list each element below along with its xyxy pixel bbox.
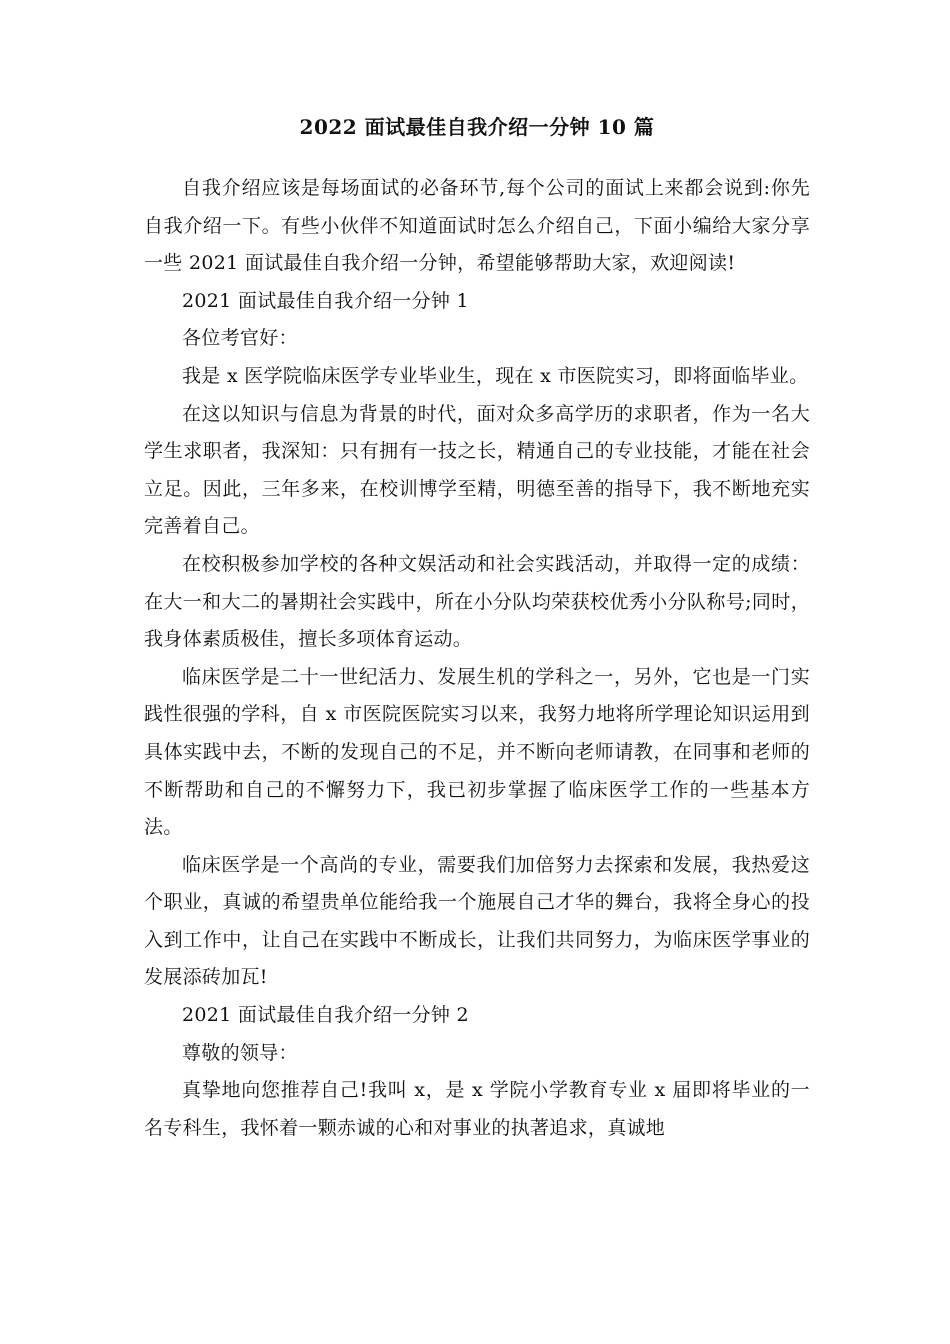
paragraph: 我是 x 医学院临床医学专业毕业生，现在 x 市医院实习，即将面临毕业。: [182, 364, 809, 387]
paragraph: 真挚地向您推荐自己!我叫 x，是 x 学院小学教育专业 x 届即将毕业的一名专科生，我怀着一颗赤诚的心和对事业的执著追求，真诚地: [144, 1079, 810, 1139]
paragraph: 临床医学是二十一世纪活力、发展生机的学科之一，另外，它也是一门实践性很强的学科，自 x 市医院医院实习以来，我努力地将所学理论知识运用到具体实践中去，不断的发现自己的不足，并不断向老师请教，在同事和老师的不断帮助和自己的不懈努力下，我已初步掌握了临床医学工作的一些基本方法。: [144, 665, 810, 839]
paragraph-intro: 自我介绍应该是每场面试的必备环节,每个公司的面试上来都会说到:你先自我介绍一下。有些小伙伴不知道面试时怎么介绍自己，下面小编给大家分享一些 2021 面试最佳自我介绍一分钟，希望能够帮助大家，欢迎阅读!: [144, 177, 810, 275]
greeting-2: 尊敬的领导：: [182, 1041, 298, 1064]
section-heading-2: 2021 面试最佳自我介绍一分钟 2: [182, 1004, 469, 1027]
document-title: 2022 面试最佳自我介绍一分钟 10 篇: [299, 115, 655, 139]
paragraph: 临床医学是一个高尚的专业，需要我们加倍努力去探索和发展，我热爱这个职业，真诚的希望贵单位能给我一个施展自己才华的舞台，我将全身心的投入到工作中，让自己在实践中不断成长，让我们共同努力，为临床医学事业的发展添砖加瓦!: [144, 853, 810, 989]
paragraph: 在校积极参加学校的各种文娱活动和社会实践活动，并取得一定的成绩：在大一和大二的暑期社会实践中，所在小分队均荣获校优秀小分队称号;同时，我身体素质极佳，擅长多项体育运动。: [144, 552, 810, 651]
document-page: [144, 112, 810, 1147]
section-heading-1: 2021 面试最佳自我介绍一分钟 1: [182, 289, 469, 312]
greeting-1: 各位考官好：: [182, 327, 298, 350]
paragraph: 在这以知识与信息为背景的时代，面对众多高学历的求职者，作为一名大学生求职者，我深知：只有拥有一技之长，精通自己的专业技能，才能在社会立足。因此，三年多来，在校训博学至精，明德至善的指导下，我不断地充实完善着自己。: [144, 402, 810, 538]
